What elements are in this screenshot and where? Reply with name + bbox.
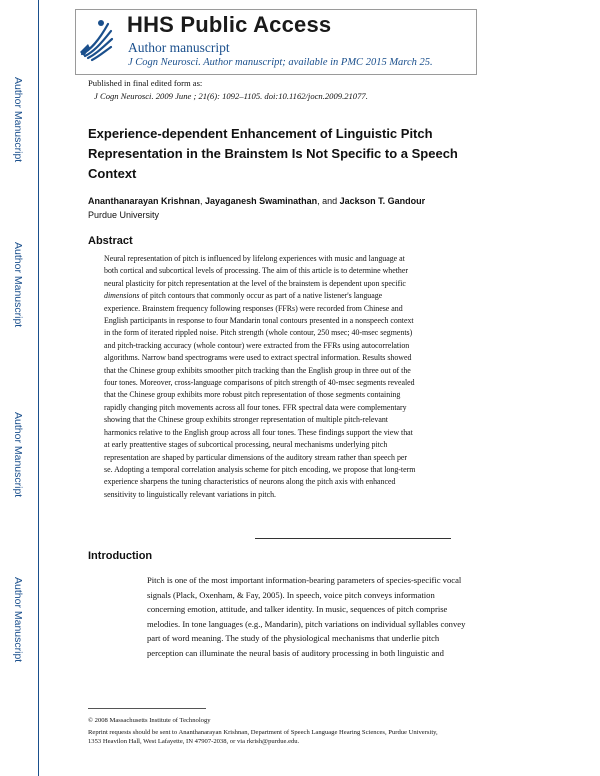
author-separator: , (200, 196, 206, 206)
introduction-line: concerning emotion, attitude, and talker identity. In music, sequences of pitch comprise (147, 604, 448, 614)
header-subtitle: Author manuscript (128, 40, 230, 55)
abstract-line: dimensions of pitch contours that commonly occur as part of a native listener's language (104, 291, 383, 301)
abstract-line: that the Chinese group exhibits more robust pitch representation of those segments containing (104, 390, 401, 400)
author-name: Jackson T. Gandour (339, 196, 426, 206)
title-line: Experience-dependent Enhancement of Linguistic Pitch (88, 126, 433, 141)
title-line: Representation in the Brainstem Is Not Specific to a Speech (88, 146, 458, 161)
introduction-line: melodies. In tone languages (e.g., Mandarin), pitch variations on individual syllables convey (147, 618, 466, 629)
sidebar-author-manuscript-4: Author Manuscript (12, 577, 24, 663)
article-title (88, 124, 528, 184)
header-title: HHS Public Access (127, 12, 332, 37)
sidebar-author-manuscript-3: Author Manuscript (12, 412, 24, 498)
footnote-reprint-address: 1353 Heavilon Hall, West Lafayette, IN 47907-2038, or via rkrish@purdue.edu. (88, 738, 300, 745)
citation (94, 91, 368, 101)
abstract-line: at early preattentive stages of subcortical processing, neural mechanisms underlying pitch (104, 440, 388, 450)
author-list (88, 196, 425, 206)
abstract-line: sensitivity to linguistically relevant variations in pitch. (104, 489, 277, 499)
abstract-body (104, 253, 500, 501)
abstract-line: that the Chinese group exhibits smoother pitch tracking than the English group in three out of the (104, 365, 411, 375)
footnote-reprint: Reprint requests should be sent to Ananthanarayan Krishnan, Department of Speech Language Hearing Sciences, Purdue University, (88, 729, 438, 736)
introduction-line: signals (Plack, Oxenham, & Fay, 2005). In speech, voice pitch conveys information (147, 589, 435, 600)
affiliation: Purdue University (88, 210, 160, 220)
section-divider (255, 538, 451, 539)
abstract-line: experience sharpens the tuning characteristics of neurons along the pitch axis with enhanced (104, 477, 396, 487)
emphasis: dimensions (104, 291, 140, 301)
abstract-line: both cortical and subcortical levels of processing. The aim of this article is to determine whether (104, 266, 408, 276)
abstract-line: English participants in response to four Mandarin tonal contours presented in a nonspeech context (104, 316, 414, 326)
author-separator: , and (317, 196, 340, 206)
abstract-line: harmonics relative to the English group across all four tones. These findings support the view that (104, 427, 413, 437)
abstract-line: four tones. Moreover, cross-language comparisons of pitch strength of 40-msec segments revealed (104, 378, 415, 388)
sidebar-divider (38, 0, 39, 776)
published-label: Published in final edited form as: (88, 78, 203, 88)
author-name: Jayaganesh Swaminathan (205, 196, 318, 206)
title-line: Context (88, 166, 137, 181)
abstract-line: Neural representation of pitch is influenced by lifelong experiences with music and language at (104, 254, 405, 263)
hhs-eagle-logo-icon (78, 14, 114, 64)
introduction-line: perception can illuminate the neural basis of auditory processing in both linguistic and (147, 647, 444, 658)
header-journal-text: J Cogn Neurosci. Author manuscript; available in PMC 2015 March 25. (128, 57, 433, 68)
author-name: Ananthanarayan Krishnan (88, 196, 201, 206)
abstract-line: and pitch-tracking accuracy (whole contour) were extracted from the FFRs using autocorrelation (104, 340, 410, 350)
footnote-divider (88, 708, 206, 709)
citation-text: J Cogn Neurosci. 2009 June ; 21(6): 1092–1105. doi:10.1162/jocn.2009.21077. (94, 91, 368, 101)
abstract-line: algorithms. Narrow band spectrograms were used to extract spectral information. Results showed (104, 353, 412, 363)
header-journal-line (128, 57, 433, 68)
footnote-copyright: © 2008 Massachusetts Institute of Technology (88, 717, 211, 724)
abstract-line: neural plasticity for pitch representation at the level of the brainstem is dependent upon specific (104, 278, 406, 288)
abstract-line: experience. Brainstem frequency following responses (FFRs) were recorded from Chinese and (104, 303, 403, 313)
introduction-heading: Introduction (88, 550, 153, 562)
abstract-line: rapidly changing pitch movements across all four tones. FFR spectral data were complementary (104, 402, 407, 412)
abstract-heading: Abstract (88, 235, 133, 247)
sidebar-author-manuscript-1: Author Manuscript (12, 77, 24, 163)
abstract-line: se. Adopting a temporal correlation analysis scheme for pitch encoding, we propose that long-term (104, 464, 416, 474)
abstract-line: showing that the Chinese group exhibits stronger representation of multiple pitch-relevant (104, 415, 388, 425)
introduction-body (147, 573, 497, 660)
introduction-line: part of word meaning. The study of the physiological mechanisms that underlie pitch (147, 633, 440, 643)
abstract-line: in the form of iterated rippled noise. Pitch strength (whole contour, 250 msec; 40-msec segments) (104, 328, 413, 338)
introduction-line: Pitch is one of the most important information-bearing parameters of species-specific vocal (147, 575, 462, 585)
sidebar-author-manuscript-2: Author Manuscript (12, 242, 24, 328)
abstract-line: representation are shaped by particular dimensions of the auditory stream rather than speech per (104, 452, 408, 462)
